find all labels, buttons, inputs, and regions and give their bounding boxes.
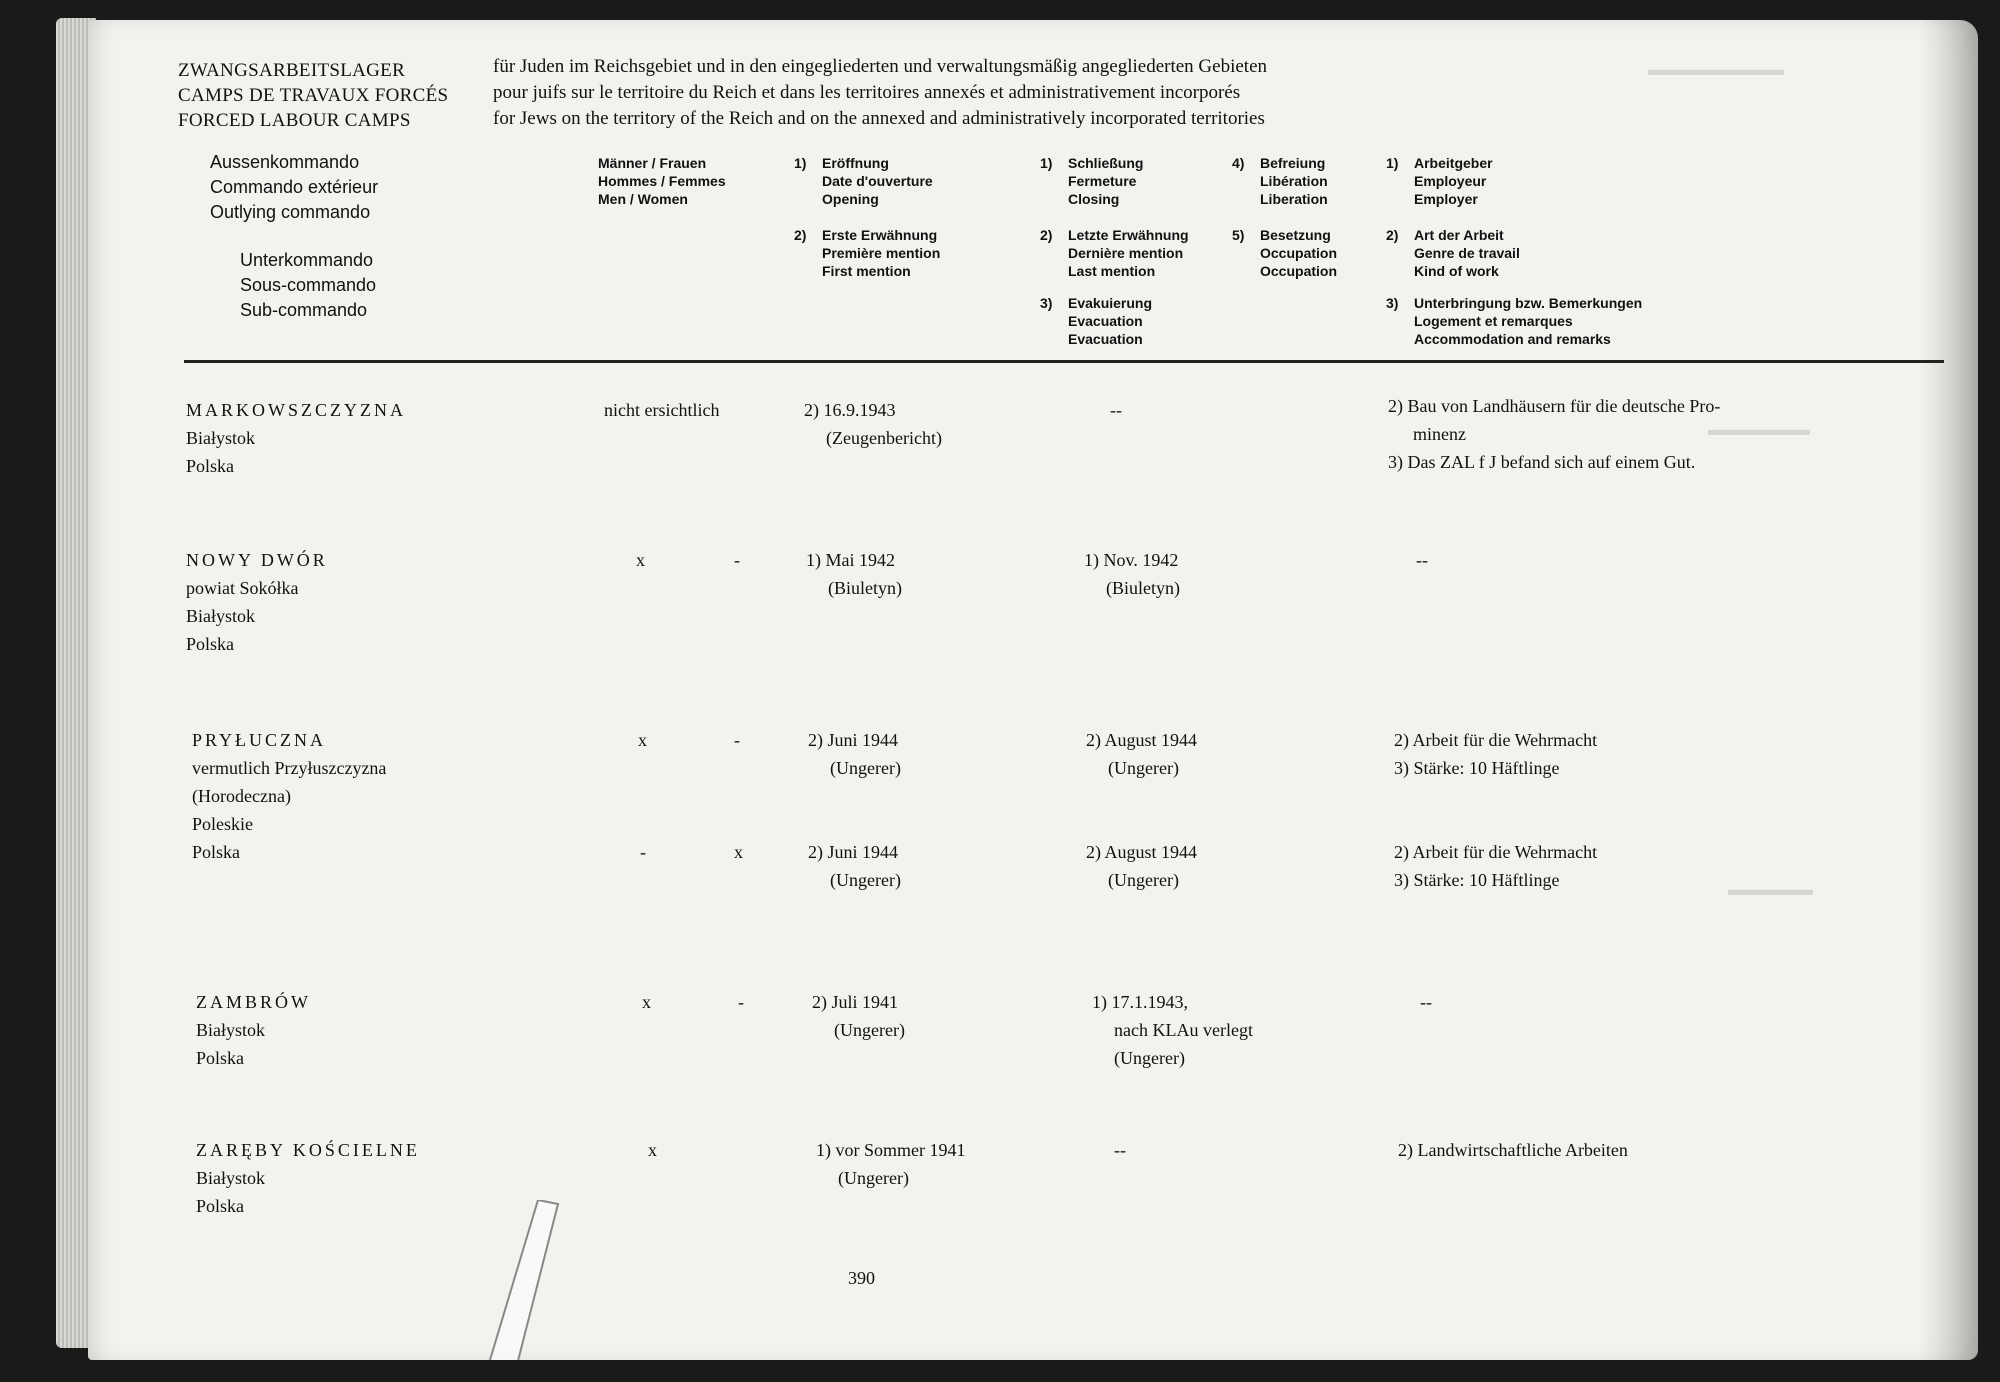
legend-sex-fr: Hommes / Femmes [598, 173, 726, 189]
sub-de: Unterkommando [240, 250, 374, 270]
camp-entry [192, 726, 386, 866]
closing-line: 2) August 1944 [1086, 730, 1198, 750]
opening-line: (Zeugenbericht) [826, 428, 942, 448]
legend-first-mention [794, 226, 940, 280]
remarks-line: 3) Stärke: 10 Häftlinge [1394, 758, 1560, 778]
legend-num: 2) [1040, 227, 1053, 243]
camp-remarks [1394, 838, 1597, 894]
outlying-en: Outlying commando [210, 202, 371, 222]
legend-num: 2) [1386, 227, 1399, 243]
camp-women: - [734, 730, 740, 750]
legend-text: Last mention [1068, 263, 1156, 279]
opening-line: 2) Juni 1944 [808, 842, 898, 862]
camp-closing [1114, 1136, 1126, 1164]
legend-text: Erste Erwähnung [822, 227, 938, 243]
camp-men: x [638, 730, 647, 750]
opening-line: 2) Juli 1941 [812, 992, 899, 1012]
legend-text: Evacuation [1068, 313, 1143, 329]
legend-occupation [1232, 226, 1337, 280]
opening-line: (Ungerer) [830, 870, 901, 890]
legend-text: Opening [822, 191, 879, 207]
camp-remarks [1416, 546, 1428, 574]
legend-num: 2) [794, 227, 807, 243]
camp-remarks [1398, 1136, 1628, 1164]
sub-en: Sub-commando [240, 300, 368, 320]
camp-location: Białystok [196, 1168, 266, 1188]
legend-text: Genre de travail [1414, 245, 1520, 261]
legend-text: Evacuation [1068, 331, 1143, 347]
camp-location: Poleskie [192, 814, 253, 834]
legend-text: Occupation [1260, 245, 1338, 261]
camp-opening [806, 546, 902, 602]
camp-opening [804, 396, 942, 452]
legend-text: Arbeitgeber [1414, 155, 1493, 171]
bleed-through: ▬▬▬▬▬ [1728, 880, 1813, 899]
header-subtitle-fr: pour juifs sur le territoire du Reich et dans les territoires annexés et administrativement incorporés [493, 82, 1241, 103]
camp-location: Białystok [196, 1020, 266, 1040]
legend-text: Employeur [1414, 173, 1487, 189]
header-title-en: FORCED LABOUR CAMPS [178, 110, 411, 131]
legend-text: Logement et remarques [1414, 313, 1573, 329]
remarks-line: 2) Bau von Landhäusern für die deutsche Pro- [1388, 396, 1721, 416]
sub-commando-label [240, 248, 376, 323]
closing-line: -- [1110, 400, 1122, 420]
sub-fr: Sous-commando [240, 275, 377, 295]
camp-men: x [648, 1140, 657, 1160]
bookmark-ribbon [478, 1200, 568, 1360]
camp-closing [1092, 988, 1253, 1072]
legend-text: Employer [1414, 191, 1478, 207]
legend-num: 1) [1040, 155, 1053, 171]
closing-line: 1) 17.1.1943, [1092, 992, 1188, 1012]
closing-line: (Ungerer) [1108, 870, 1179, 890]
remarks-line: minenz [1413, 424, 1466, 444]
camp-location: Polska [196, 1048, 245, 1068]
remarks-line: 3) Das ZAL f J befand sich auf einem Gut. [1388, 452, 1696, 472]
legend-opening [794, 154, 933, 208]
legend-sex-en: Men / Women [598, 191, 688, 207]
camp-closing [1086, 726, 1197, 782]
camp-name: MARKOWSZCZYZNA [186, 400, 406, 420]
camp-location: Polska [196, 1196, 245, 1216]
opening-line: (Ungerer) [838, 1168, 909, 1188]
legend-closing [1040, 154, 1143, 208]
legend-text: Schließung [1068, 155, 1144, 171]
legend-sex [598, 154, 726, 208]
camp-women: - [734, 550, 740, 570]
camp-location: (Horodeczna) [192, 786, 291, 806]
legend-text: Closing [1068, 191, 1120, 207]
remarks-line: -- [1416, 550, 1428, 570]
legend-num: 5) [1232, 227, 1245, 243]
camp-location: Białystok [186, 606, 256, 626]
legend-text: Eröffnung [822, 155, 889, 171]
camp-remarks [1394, 726, 1597, 782]
camp-men: - [640, 842, 646, 862]
camp-opening [816, 1136, 965, 1192]
camp-location: powiat Sokółka [186, 578, 299, 598]
camp-remarks [1388, 392, 1720, 476]
remarks-line: -- [1420, 992, 1432, 1012]
legend-num: 3) [1040, 295, 1053, 311]
outlying-de: Aussenkommando [210, 152, 360, 172]
remarks-line: 2) Landwirtschaftliche Arbeiten [1398, 1140, 1628, 1160]
legend-accommodation [1386, 294, 1642, 348]
legend-text: Accommodation and remarks [1414, 331, 1611, 347]
opening-line: 2) Juni 1944 [808, 730, 898, 750]
header-title-de: ZWANGSARBEITSLAGER [178, 60, 406, 81]
camp-women: - [738, 992, 744, 1012]
page-number: 390 [848, 1268, 875, 1288]
header-title-block [178, 58, 448, 133]
camp-opening [812, 988, 905, 1044]
legend-last-mention [1040, 226, 1189, 280]
legend-sex-de: Männer / Frauen [598, 155, 707, 171]
camp-remarks [1420, 988, 1432, 1016]
legend-text: Libération [1260, 173, 1328, 189]
camp-men: x [636, 550, 645, 570]
closing-line: (Ungerer) [1108, 758, 1179, 778]
book-page [88, 20, 1978, 1360]
legend-text: Befreiung [1260, 155, 1326, 171]
bleed-through: ▬▬▬▬▬▬▬▬ [1648, 60, 1784, 79]
header-subtitle-block [493, 54, 1267, 132]
camp-sex: nicht ersichtlich [604, 400, 720, 420]
camp-closing [1084, 546, 1180, 602]
camp-entry [196, 1136, 420, 1220]
closing-line: -- [1114, 1140, 1126, 1160]
camp-location: Polska [192, 842, 241, 862]
camp-closing [1086, 838, 1197, 894]
closing-line: (Biuletyn) [1106, 578, 1180, 598]
legend-num: 3) [1386, 295, 1399, 311]
closing-line: 1) Nov. 1942 [1084, 550, 1179, 570]
legend-text: Art der Arbeit [1414, 227, 1504, 243]
camp-entry [186, 396, 406, 480]
opening-line: (Ungerer) [834, 1020, 905, 1040]
bleed-through: ▬▬▬▬▬▬ [1708, 420, 1810, 439]
camp-opening [808, 838, 901, 894]
camp-opening [808, 726, 901, 782]
camp-location: Polska [186, 634, 235, 654]
header-title-fr: CAMPS DE TRAVAUX FORCÉS [178, 85, 449, 106]
opening-line: (Biuletyn) [828, 578, 902, 598]
legend-text: Occupation [1260, 263, 1338, 279]
camp-name: ZAMBRÓW [196, 992, 311, 1012]
opening-line: (Ungerer) [830, 758, 901, 778]
opening-line: 1) Mai 1942 [806, 550, 895, 570]
legend-text: Letzte Erwähnung [1068, 227, 1189, 243]
camp-entry [196, 988, 311, 1072]
camp-location: Białystok [186, 428, 256, 448]
camp-men: x [642, 992, 651, 1012]
legend-num: 1) [794, 155, 807, 171]
legend-text: First mention [822, 263, 911, 279]
closing-line: 2) August 1944 [1086, 842, 1198, 862]
legend-text: Besetzung [1260, 227, 1331, 243]
header-subtitle-de: für Juden im Reichsgebiet und in den eingegliederten und verwaltungsmäßig angegliederten Gebieten [493, 56, 1268, 77]
legend-text: Première mention [822, 245, 941, 261]
legend-num: 1) [1386, 155, 1399, 171]
legend-text: Kind of work [1414, 263, 1499, 279]
gutter-shadow [1918, 20, 1978, 1360]
legend-text: Fermeture [1068, 173, 1137, 189]
legend-kind-of-work [1386, 226, 1520, 280]
legend-text: Liberation [1260, 191, 1328, 207]
camp-women: x [734, 842, 743, 862]
legend-text: Dernière mention [1068, 245, 1184, 261]
legend-text: Date d'ouverture [822, 173, 933, 189]
camp-name: ZARĘBY KOŚCIELNE [196, 1140, 420, 1160]
legend-employer [1386, 154, 1493, 208]
camp-location: Polska [186, 456, 235, 476]
legend-text: Unterbringung bzw. Bemerkungen [1414, 295, 1643, 311]
camp-entry [186, 546, 328, 658]
camp-name: NOWY DWÓR [186, 550, 328, 570]
camp-closing [1110, 396, 1122, 424]
outlying-fr: Commando extérieur [210, 177, 379, 197]
header-subtitle-en: for Jews on the territory of the Reich and on the annexed and administratively incorporated territories [493, 108, 1265, 129]
camp-location: vermutlich Przyłuszczyzna [192, 758, 387, 778]
header-divider [184, 360, 1944, 363]
remarks-line: 2) Arbeit für die Wehrmacht [1394, 730, 1598, 750]
legend-liberation [1232, 154, 1328, 208]
remarks-line: 2) Arbeit für die Wehrmacht [1394, 842, 1598, 862]
opening-line: 1) vor Sommer 1941 [816, 1140, 966, 1160]
legend-num: 4) [1232, 155, 1245, 171]
closing-line: (Ungerer) [1114, 1048, 1185, 1068]
opening-line: 2) 16.9.1943 [804, 400, 896, 420]
camp-name: PRYŁUCZNA [192, 730, 327, 750]
legend-evacuation [1040, 294, 1152, 348]
outlying-commando-label [210, 150, 378, 225]
remarks-line: 3) Stärke: 10 Häftlinge [1394, 870, 1560, 890]
legend-text: Evakuierung [1068, 295, 1153, 311]
closing-line: nach KLAu verlegt [1114, 1020, 1253, 1040]
